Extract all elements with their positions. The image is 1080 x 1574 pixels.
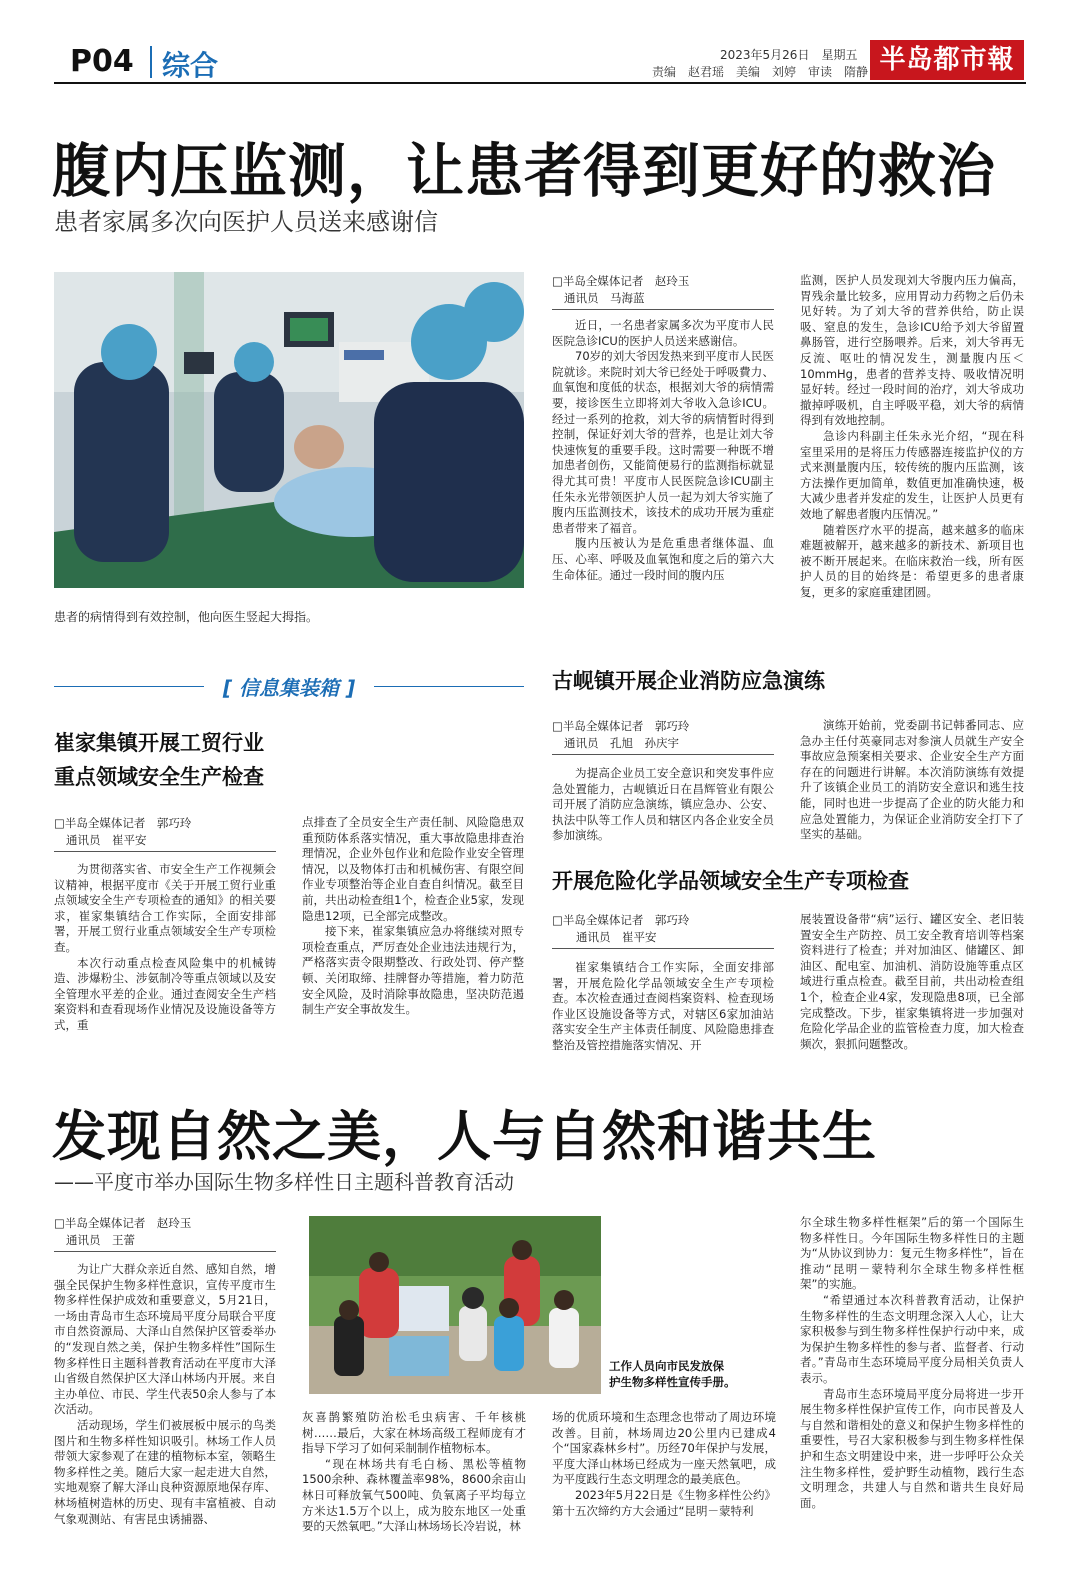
photo-caption-icu: 患者的病情得到有效控制，他向医生竖起大拇指。 [54, 610, 319, 624]
header-divider [150, 46, 152, 78]
article1-column-1: 近日，一名患者家属多次为平度市人民医院急诊ICU的医护人员送来感谢信。 70岁的刘大爷因发热来到平度市人民医院就诊。来院时刘大爷已经处于呼吸費力、血氧饱和度低的状态，根据刘大爷的病情需要，接诊医生立即将刘大爷收入急诊ICU。经过一系列的抢救，刘大爷的病情暂时得到控制，保证好刘大爷的营养，也是让刘大爷快速恢复的重要手段。这时需要一种既不增加患者创伤，又能简便易行的监测指标就显得尤其可贵！平度市人民医院急诊ICU副主任朱永光带领医护人员一起为刘大爷实施了腹内压监测技术，该技术的成功开展为重症患者带来了福音。 腹内压被认为是危重患者继体温、血压、心率、呼吸及血氧饱和度之后的第六大生命体征。通过一段时间的腹内压 [552, 318, 774, 582]
editors-line: 责编 赵君瑶 美编 刘婷 审读 隋静 [652, 65, 869, 79]
article2-column-2: 点排查了全员安全生产责任制、风险隐患双重预防体系落实情况，重大事故隐患排查治理情况，企业外包作业和危险作业安全管理情况，以及物体打击和机械伤害、有限空间作业专项整治等企业自查自纠情况。截至目前，共出动检查组1个，检查企业5家，发现隐患12项，已全部完成整改。 接下来，崔家集镇应急办将继续对照专项检查重点，严厉查处企业违法违规行为，严格落实责令限期整改、行政处罚、停产整顿、关闭取缔、挂牌督办等措施，着力防范安全风险，及时消除事故隐患，坚决防范遏制生产安全事故发生。 [302, 815, 524, 1017]
issue-date: 2023年5月26日 星期五 [720, 48, 858, 62]
article5-column-3: 场的优质环境和生态理念也带动了周边环境改善。目前，林场周边20公里内已建成4个“国家森林乡村”。历经70年保护与发展，平度大泽山林场已经成为一座天然氧吧，成为平度践行生态文明理念的最美底色。 2023年5月22日是《生物多样性公约》第十五次缔约方大会通过“昆明－蒙特利 [552, 1410, 776, 1518]
headline-cuijiaji: 崔家集镇开展工贸行业 重点领域安全生产检查 [54, 731, 264, 789]
reporter: □半岛全媒体记者 赵玲玉 [552, 274, 690, 288]
article4-column-1: 崔家集镇结合工作实际，全面安排部署，开展危险化学品领域安全生产专项检查。本次检查通过查阅档案资料、检查现场作业区设施设备等方式，对辖区6家加油站落实安全生产主体责任制度、风险隐患排查整治及管控措施落实情况、开 [552, 960, 774, 1052]
infobox-rule-right [374, 686, 524, 687]
article1-column-2: 监测，医护人员发现刘大爷腹内压力偏高，胃残余量比较多，应用胃动力药物之后仍未见好转。为了刘大爷的营养供给，防止误吸、窒息的发生，急诊ICU给予刘大爷留置鼻肠管，进行空肠喂养。后来，刘大爷再无反流、呕吐的情况发生，测量腹内压＜10mmHg，患者的营养支持、吸收情况明显好转。经过一段时间的治疗，刘大爷成功撤掉呼吸机，自主呼吸平稳，刘大爷的病情得到有效地控制。 急诊内科副主任朱永光介绍，“现在科室里采用的是将压力传感器连接监护仪的方式来测量腹内压，较传统的腹内压监测，该方法操作更加简单，数值更加准确快速，极大减少患者并发症的发生，让医护人员更有效地了解患者腹内压情况。” 随着医疗水平的提高，越来越多的临床难题被解开，越来越多的新技术、新项目也被不断开展起来。在临床救治一线，所有医护人员的目的始终是：希望更多的患者康复，更多的家庭重建团圆。 [800, 273, 1024, 599]
correspondent: 通讯员 马海蓝 [564, 291, 645, 305]
byline-article2: □半岛全媒体记者 郭巧玲 通讯员 崔平安 [54, 815, 276, 852]
headline-biodiversity: 发现自然之美，人与自然和谐共生 [52, 1105, 877, 1168]
header-rule [54, 82, 1026, 84]
byline-article3: □半岛全媒体记者 郭巧玲 通讯员 孔旭 孙庆宇 [552, 718, 774, 755]
photo-icu [54, 272, 524, 588]
byline-article4: □半岛全媒体记者 郭巧玲 通讯员 崔平安 [552, 912, 774, 949]
subheadline-biodiversity: ——平度市举办国际生物多样性日主题科普教育活动 [54, 1170, 514, 1194]
photo-biodiversity [309, 1216, 601, 1394]
article5-column-2: 灰喜鹊繁殖防治松毛虫病害、千年核桃树……最后，大家在林场高级工程师庞有才指导下学习了如何采制制作植物标本。 “现在林场共有毛白杨、黑松等植物1500余种、森林覆盖率98%，8600余亩山林日可释放氧气500吨、负氧离子平均每立方米达1.5万个以上，成为胶东地区一处重要的天然氧吧。”大泽山林场场长冷岩说，林 [302, 1410, 526, 1534]
infobox-title: [ 信息集装箱 ] [222, 676, 356, 700]
photo-caption-biodiversity: 工作人员向市民发放保 护生物多样性宣传手册。 [609, 1359, 736, 1389]
section-name: 综合 [162, 49, 219, 82]
article5-column-4: 尔全球生物多样性框架”后的第一个国际生物多样性日。今年国际生物多样性日的主题为“从协议到协力：复元生物多样性”，旨在推动“昆明－蒙特利尔全球生物多样性框架”的实施。 “希望通过本次科普教育活动，让保护生物多样性的生态文明理念深入人心，让大家积极参与到生物多样性保护行动中来，成为保护生物多样性的参与者、监督者、行动者。”青岛市生态环境局平度分局相关负责人表示。 青岛市生态环境局平度分局将进一步开展生物多样性保护宣传工作，向市民普及人与自然和谐相处的意义和保护生物多样性的重要性，号召大家积极参与到生物多样性保护和生态文明建设中来，进一步呼吁公众关注生物多样性，爱护野生动植物，践行生态文明理念，共建人与自然和谐共生良好局面。 [800, 1215, 1024, 1510]
headline-main: 腹内压监测，让患者得到更好的救治 [52, 137, 997, 205]
article3-column-1: 为提高企业员工安全意识和突发事件应急处置能力，古岘镇近日在昌辉管业有限公司开展了消防应急演练，镇应急办、公安、执法中队等工作人员和辖区内各企业安全员参加演练。 [552, 766, 774, 843]
article5-column-1: 为让广大群众亲近自然、感知自然，增强全民保护生物多样性意识，宣传平度市生物多样性保护成效和重要意义，5月21日，一场由青岛市生态环境局平度分局联合平度市自然资源局、大泽山自然保护区管委举办的“发现自然之美，保护生物多样性”国际生物多样性日主题科普教育活动在平度市大泽山省级自然保护区大泽山林场内开展。来自主办单位、市民、学生代表50余人参与了本次活动。 活动现场，学生们被展板中展示的鸟类图片和生物多样性知识吸引。林场工作人员带领大家参观了在建的植物标本室，领略生物多样性之美。随后大家一起走进大自然，实地观察了解大泽山良种资源原地保存库、林场植树造林的历史、现有丰富植被、自动气象观测站、有害昆虫诱捕器、 [54, 1262, 276, 1526]
headline-guxian: 古岘镇开展企业消防应急演练 [552, 669, 825, 693]
headline-hazchem: 开展危险化学品领域安全生产专项检查 [552, 869, 909, 893]
article2-column-1: 为贯彻落实省、市安全生产工作视频会议精神，根据平度市《关于开展工贸行业重点领域安全生产专项检查的通知》的相关要求，崔家集镇结合工作实际，全面安排部署，开展工贸行业重点领域安全生产专项检查。 本次行动重点检查风险集中的机械铸造、涉爆粉尘、涉氨制冷等重点领域以及安全管理水平差的企业。通过查阅安全生产档案资料和查看现场作业情况及设施设备等方式，重 [54, 862, 276, 1032]
byline-article1 [552, 273, 774, 310]
article4-column-2: 展装置设备带“病”运行、罐区安全、老旧装置安全生产防控、员工安全教育培训等档案资料进行了检查；并对加油区、储罐区、卸油区、配电室、加油机、消防设施等重点区域进行重点检查。截至目前，共出动检查组1个，检查企业4家，发现隐患8项，已全部完成整改。下步，崔家集镇将进一步加强对危险化学品企业的监管检查力度，加大检查频次，狠抓问题整改。 [800, 912, 1024, 1051]
byline-article5: □半岛全媒体记者 赵玲玉 通讯员 王蕾 [54, 1215, 276, 1252]
article3-column-2: 演练开始前，党委副书记韩番同志、应急办主任付英豪同志对参演人员就生产安全事故应急预案相关要求、企业安全生产方面存在的问题进行讲解。本次消防演练有效提升了该镇企业员工的消防安全意识和逃生技能，同时也进一步提高了企业的防火能力和应急处置能力，为保证企业消防安全打下了坚实的基础。 [800, 718, 1024, 842]
subheadline-main: 患者家属多次向医护人员送来感谢信 [54, 208, 438, 236]
newspaper-logo: 半岛都市報 [870, 40, 1024, 80]
page-number: P04 [70, 44, 134, 79]
